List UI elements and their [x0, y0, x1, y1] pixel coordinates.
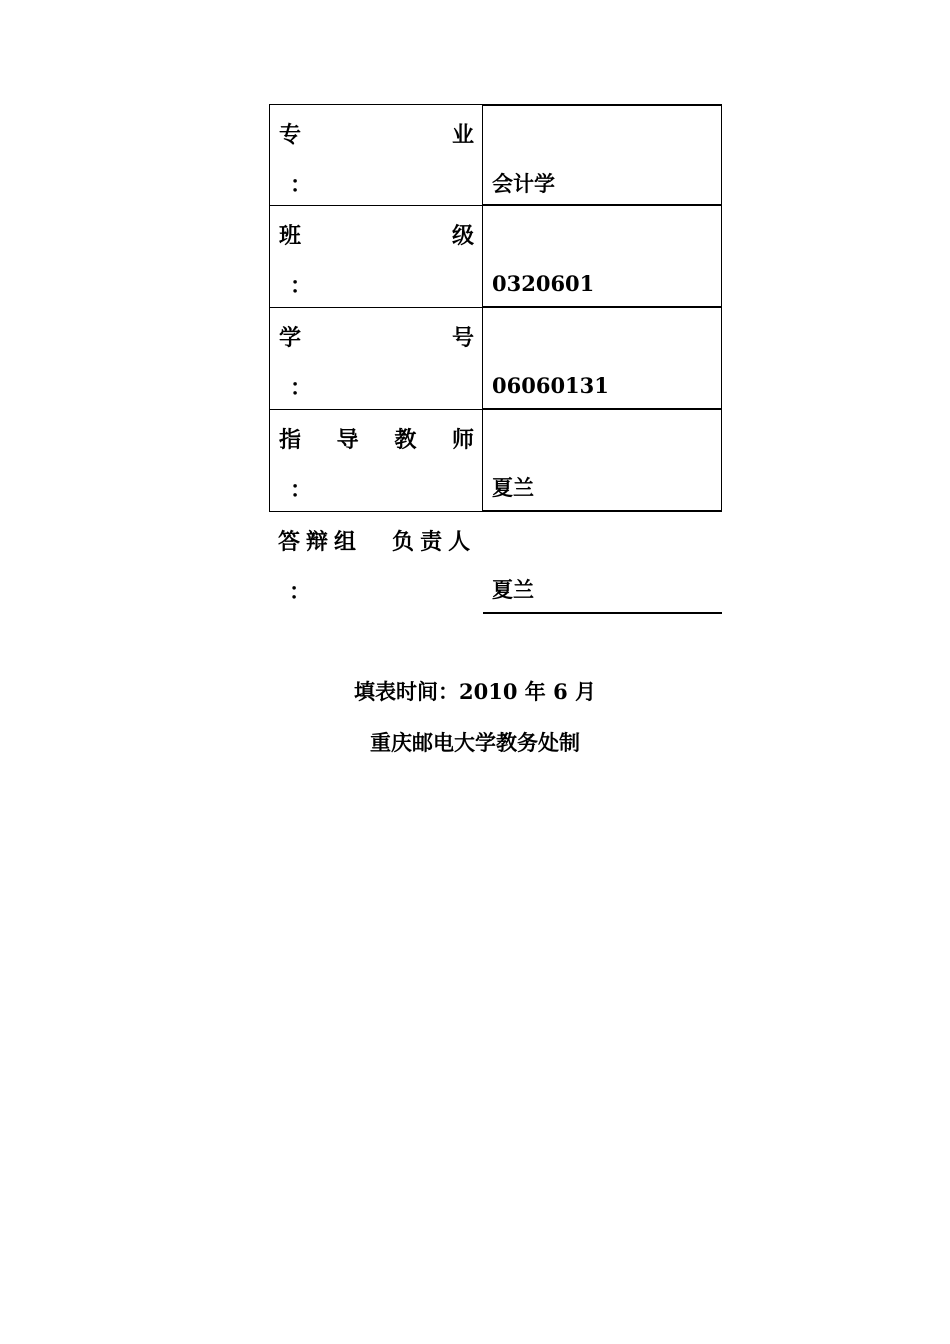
label-student-id [279, 324, 474, 352]
value-class: 0320601 [492, 271, 595, 296]
label-char: 答 [278, 529, 301, 555]
label-char: 教 [394, 427, 417, 453]
value-cell-defense-head [483, 512, 722, 614]
label-colon: ： [290, 375, 313, 401]
label-colon: ： [290, 477, 313, 503]
label-cell-student-id [269, 308, 483, 410]
fill-time: 填表时间：2010 年 6 月 [354, 679, 596, 704]
issuer: 重庆邮电大学教务处制 [370, 730, 580, 755]
form-row-defense-head [269, 512, 722, 614]
label-major [279, 121, 474, 149]
form-row-class [269, 206, 722, 308]
label-char: 级 [451, 223, 474, 249]
label-advisor [279, 426, 474, 454]
label-char: 专 [279, 122, 302, 148]
label-defense-head [278, 528, 475, 556]
label-cell-advisor [269, 410, 483, 512]
label-char: 学 [279, 325, 302, 351]
label-char: 班 [279, 223, 302, 249]
label-char: 辩 [306, 529, 329, 555]
label-char: 指 [279, 427, 302, 453]
label-colon: ： [289, 579, 312, 605]
label-cell-class [269, 206, 483, 308]
value-advisor: 夏兰 [492, 475, 534, 500]
form-row-major [269, 104, 722, 206]
form-row-advisor [269, 410, 722, 512]
label-colon: ： [290, 273, 313, 299]
label-char: 人 [448, 529, 471, 555]
value-cell-major [483, 104, 722, 206]
value-cell-student-id [483, 308, 722, 410]
label-char: 师 [451, 427, 474, 453]
label-colon: ： [290, 172, 313, 198]
form-row-student-id [269, 308, 722, 410]
label-class [279, 222, 474, 250]
label-char: 导 [336, 427, 359, 453]
label-char: 责 [420, 529, 443, 555]
value-cell-class [483, 206, 722, 308]
value-cell-advisor [483, 410, 722, 512]
value-defense-head: 夏兰 [492, 577, 534, 602]
value-major: 会计学 [492, 171, 555, 196]
value-student-id: 06060131 [492, 373, 609, 398]
info-form [269, 104, 722, 614]
label-char: 组 [334, 529, 357, 555]
label-char: 负 [392, 529, 415, 555]
label-cell-defense-head [269, 512, 483, 614]
label-cell-major [269, 104, 483, 206]
label-char: 号 [451, 325, 474, 351]
label-char: 业 [451, 122, 474, 148]
